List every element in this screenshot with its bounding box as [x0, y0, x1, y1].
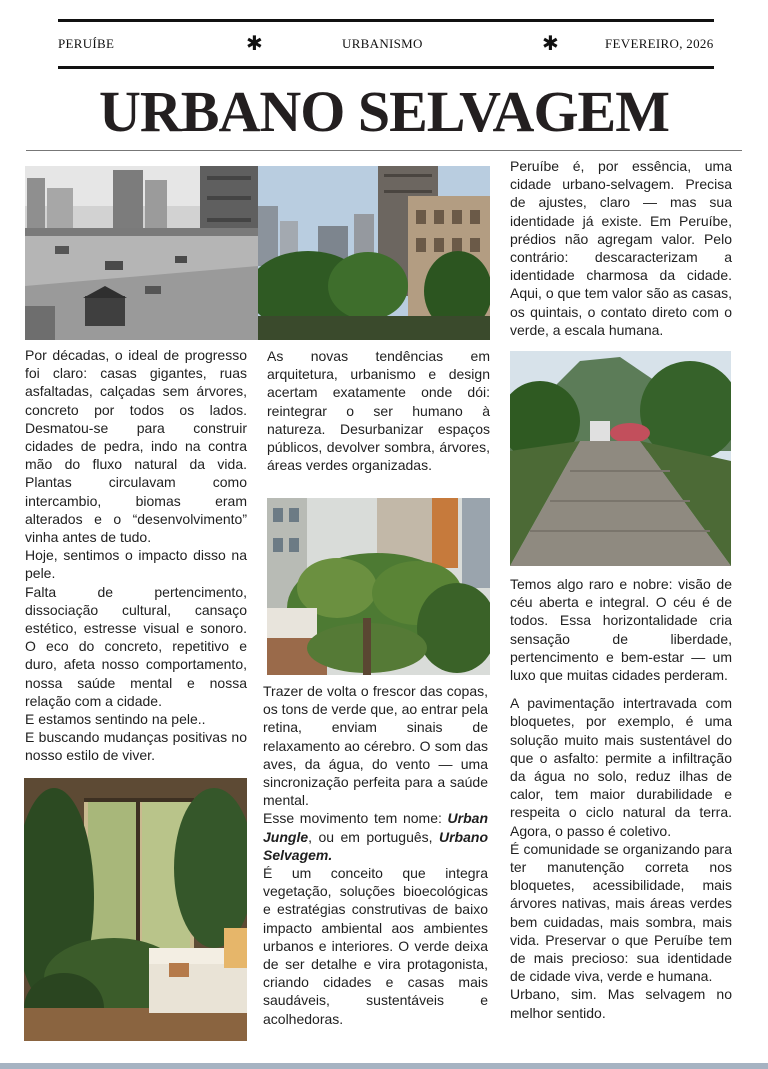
column-1-paragraph: E buscando mudanças positivas no nosso estilo de viver. — [25, 729, 247, 764]
movement-term-urban-jungle: Urban Jungle — [263, 810, 488, 845]
column-3-intro — [510, 157, 732, 339]
column-3-paragraph: A pavimentação intertravada com bloquetes, por exemplo, é uma solução muito mais sustentável do que o asfalto: permite a infiltração da água no solo, reduz ilhas de calor, tem maior durabilidade e respeita o ciclo natural da terra. Agora, o passo é coletivo. — [510, 695, 732, 839]
movement-term-urbano-selvagem: Urbano Selvagem. — [263, 828, 488, 863]
column-2-movement-paragraph — [263, 809, 488, 864]
cobblestone-street-photo — [510, 351, 731, 566]
asterisk-icon: ✱ — [246, 31, 263, 55]
masthead-location: PERUÍBE — [58, 36, 115, 51]
column-2-paragraph: As novas tendências em arquitetura, urbanismo e design acertam exatamente onde dói: reintegrar o ser humano à natureza. Desurbanizar espaços públicos, devolver sombra, árvores, áreas verdes organizadas. — [267, 348, 490, 474]
plant-living-room-photo — [24, 778, 247, 1041]
column-3-body — [510, 575, 732, 1022]
title-divider — [26, 150, 742, 151]
column-2-paragraph: Trazer de volta o frescor das copas, os tons de verde que, ao entrar pela retina, enviam sinais de relaxamento ao cérebro. O som das aves, da água, do vento — uma sincronização perfeita para a saúde mental. — [263, 683, 488, 809]
column-1-paragraph: Falta de pertencimento, dissociação cultural, cansaço estético, estresse visual e sonoro. O eco do concreto, repetitivo e duro, afeta nosso comportamento, nossa saúde mental e nossa relação com a cidade. — [25, 583, 247, 709]
masthead-bottom-rule — [58, 66, 714, 69]
modern-city-trees-photo — [258, 166, 490, 340]
column-1-text — [25, 346, 247, 765]
column-1-paragraph: Por décadas, o ideal de progresso foi claro: casas gigantes, ruas asfaltadas, calçadas sem árvores, concreto por todos os lados. Desmatou-se para construir cidades de pedra, indo na contra mão do fluxo natural da vida. Plantas circulavam como intercambio, biomas eram alterados e o “desenvolvimento” vinha antes de tudo. — [25, 347, 247, 546]
column-3-paragraph: Urbano, sim. Mas selvagem no melhor sentido. — [510, 986, 732, 1021]
column-3-paragraph: Peruíbe é, por essência, uma cidade urbano-selvagem. Precisa de ajustes, claro — mas sua identidade já existe. Em Peruíbe, prédios não agregam valor. Pelo contrário: descaracterizam a identidade charmosa da cidade. Aqui, o que tem valor são as casas, os quintais, o contato direto com o verde, a escala humana. — [510, 158, 732, 338]
column-3-paragraph: Temos algo raro e nobre: visão de céu aberta e integral. O céu é de todos. Essa horizontalidade cria sensação de liberdade, pertencimento e bem-estar — um luxo que muitas cidades perderam. — [510, 576, 732, 684]
column-1-paragraph: E estamos sentindo na pele.. — [25, 711, 206, 728]
historic-city-photo — [25, 166, 258, 340]
asterisk-icon: ✱ — [542, 31, 559, 55]
masthead-date: FEVEREIRO, 2026 — [605, 36, 714, 51]
urban-jungle-courtyard-photo — [267, 498, 490, 675]
column-2-body — [263, 682, 488, 1028]
masthead-section: URBANISMO — [342, 36, 423, 51]
page-title: URBANO SELVAGEM — [99, 79, 669, 144]
column-2-paragraph: É um conceito que integra vegetação, soluções bioecológicas e estratégias construtivas de baixo impacto ambiental aos ambientes urbanos e interiores. O verde deixa de ser detalhe e vira protagonista, criando cidades e casas mais saudáveis, sustentáveis e acolhedoras. — [263, 865, 488, 1027]
footer-bar — [0, 1063, 768, 1069]
masthead-top-rule — [58, 19, 714, 22]
movement-mid: , ou em português, — [308, 828, 439, 845]
movement-prefix: Esse movimento tem nome: — [263, 810, 448, 827]
column-3-paragraph: É comunidade se organizando para ter manutenção correta nos bloquetes, acessibilidade, mais árvores nativas, mais áreas verdes bem cuidadas, mais sombra, mais vida. Preservar o que Peruíbe tem de mais precioso: sua identidade de cidade viva, verde e humana. — [510, 840, 732, 985]
column-1-paragraph: Hoje, sentimos o impacto disso na pele. — [25, 547, 247, 582]
column-2-intro — [267, 347, 490, 474]
